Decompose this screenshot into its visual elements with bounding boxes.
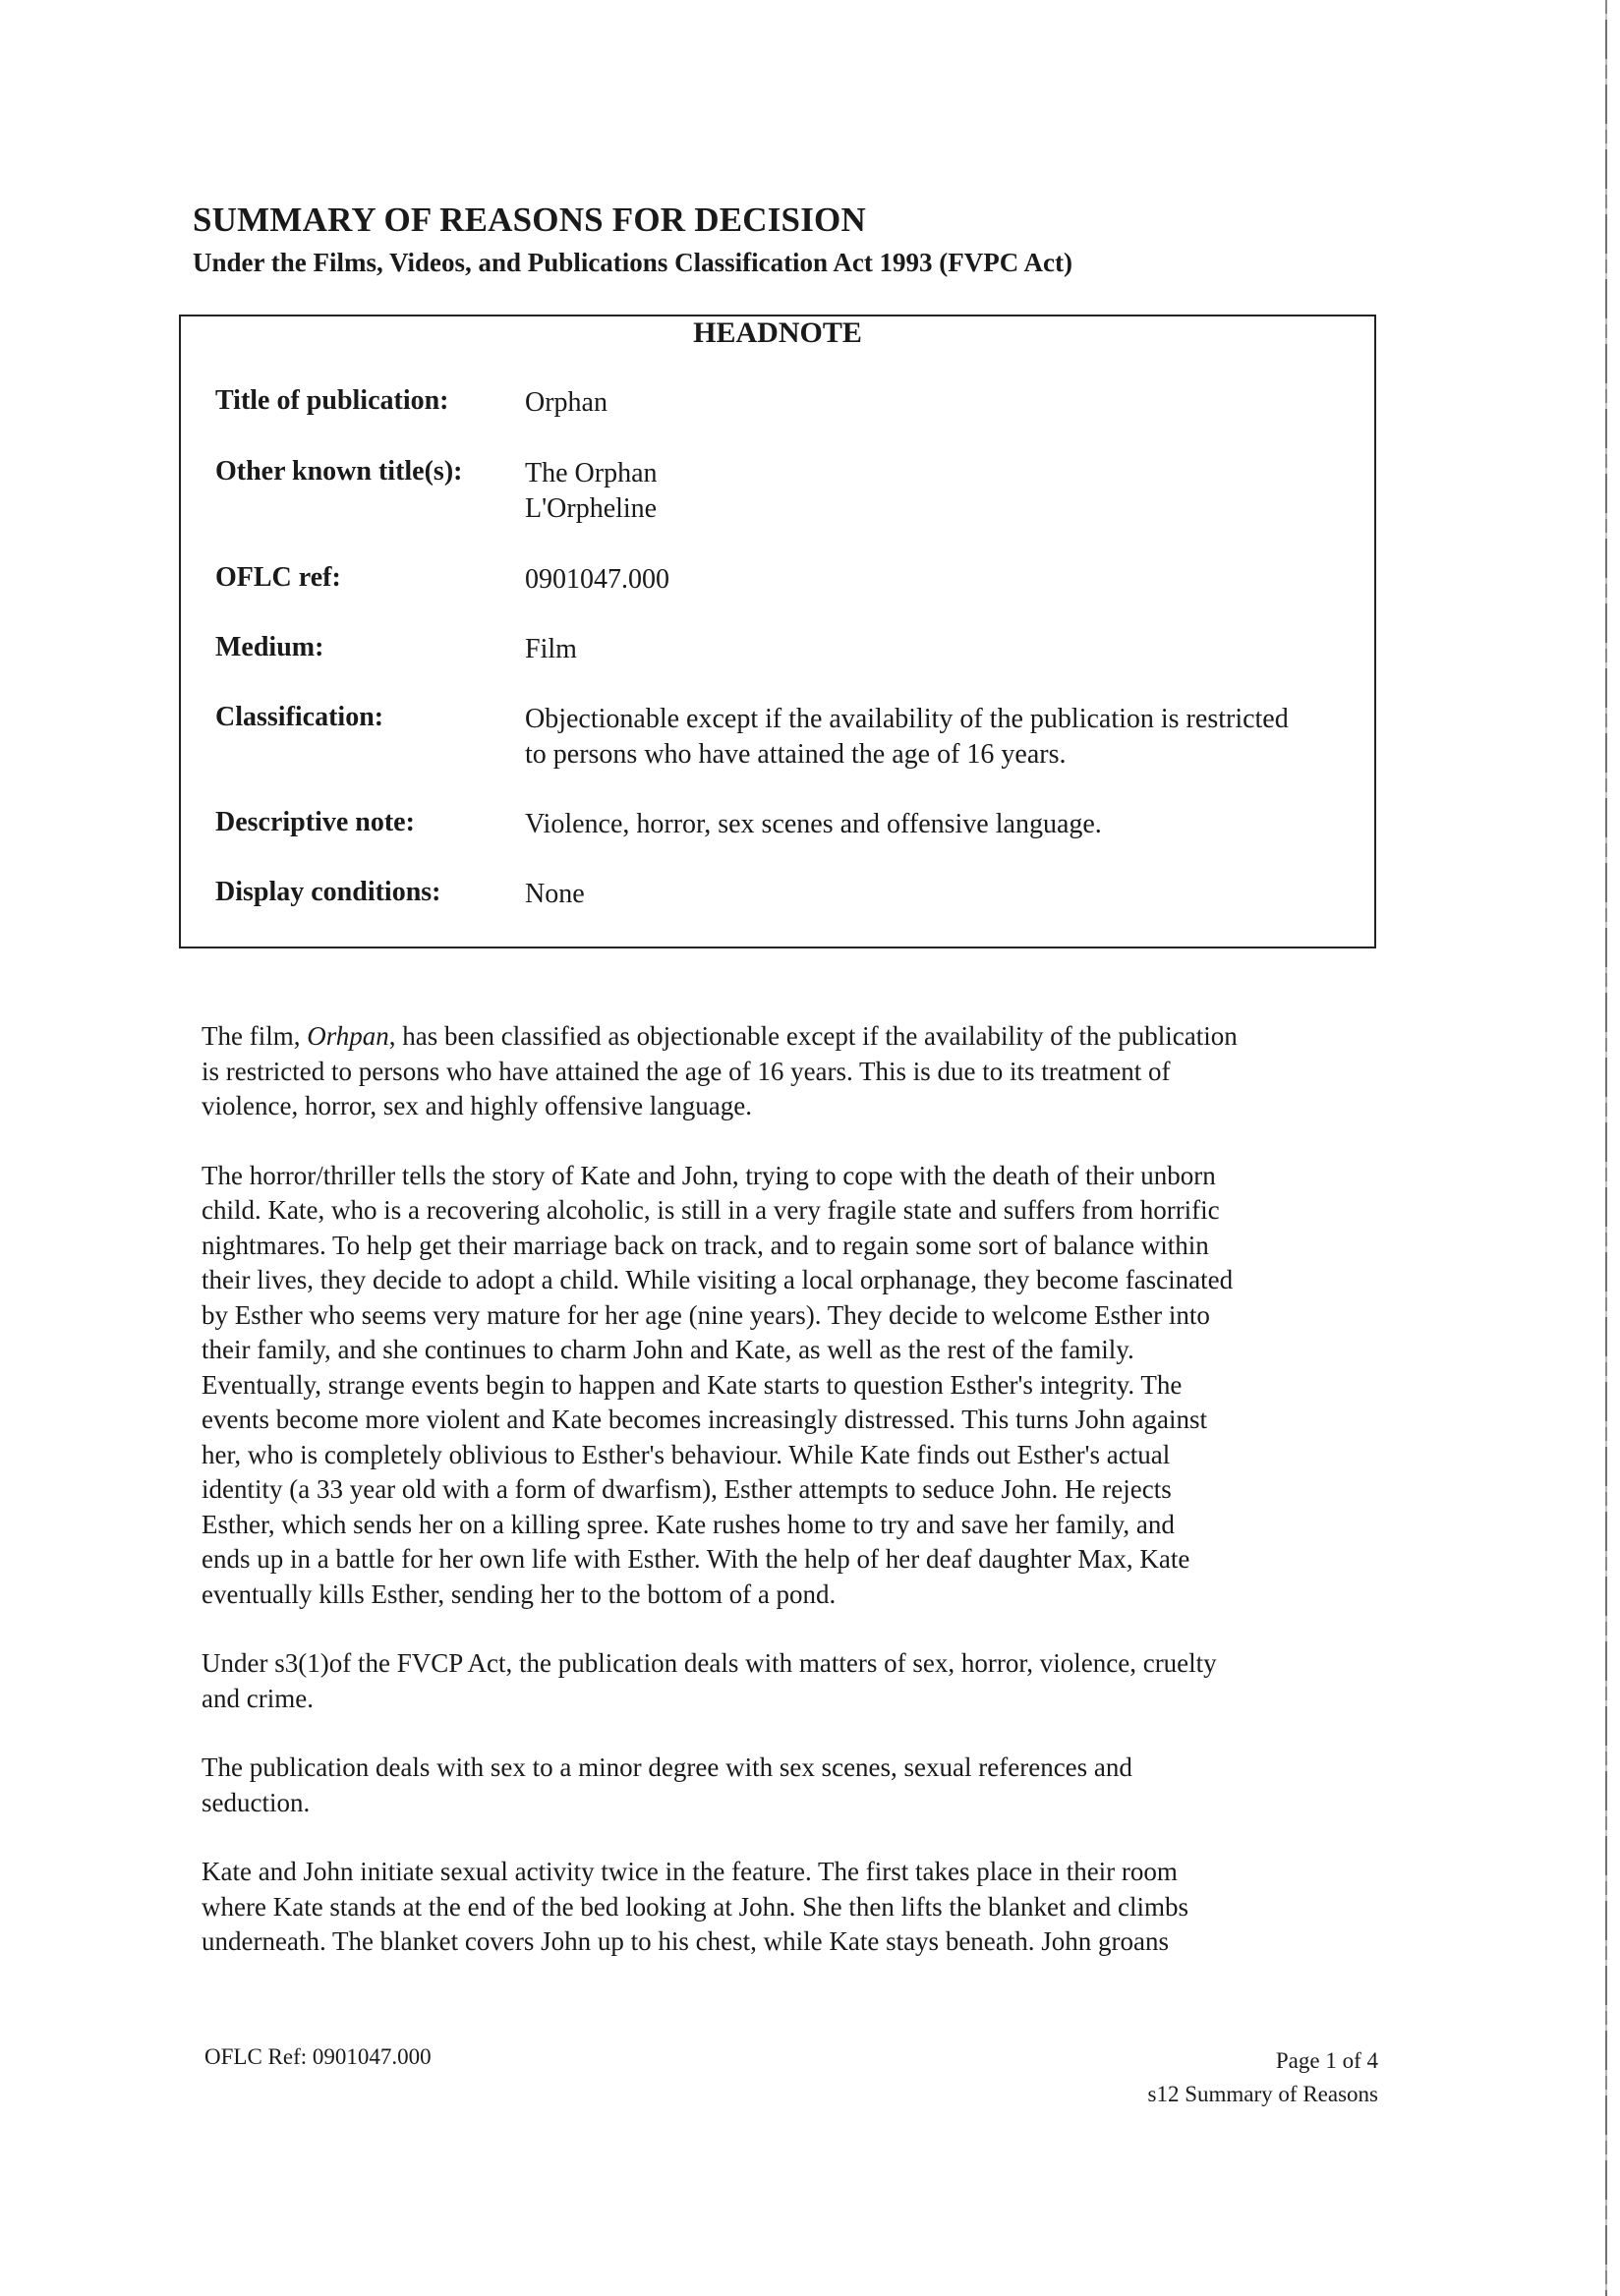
page-number: Page 1 of 4: [1275, 2048, 1378, 2073]
row-label: Descriptive note:: [215, 807, 415, 837]
row-value-line: None: [525, 879, 585, 909]
paragraph-line: her, who is completely oblivious to Esther's behaviour. While Kate finds out Esther's actual: [202, 1439, 1171, 1469]
paragraph-line: eventually kills Esther, sending her to the bottom of a pond.: [202, 1578, 837, 1609]
document-subtitle: Under the Films, Videos, and Publications Classification Act 1993 (FVPC Act): [193, 248, 1073, 277]
headnote-heading: HEADNOTE: [693, 316, 862, 349]
row-value-line: Objectionable except if the availability of the publication is restricted: [525, 704, 1289, 734]
row-value: [525, 877, 1370, 912]
footer-ref: OFLC Ref: 0901047.000: [204, 2044, 432, 2069]
headnote-box: [179, 315, 1376, 948]
row-value: [525, 562, 1370, 598]
row-label: Title of publication:: [215, 385, 449, 416]
paragraph-sexual-activity: [202, 1855, 1376, 1960]
paragraph-line: seduction.: [202, 1787, 311, 1817]
paragraph-line: violence, horror, sex and highly offensive language.: [202, 1091, 752, 1120]
row-value-line: Violence, horror, sex scenes and offensive language.: [525, 809, 1102, 839]
footer-right: [1148, 2044, 1378, 2111]
paragraph-matters: [202, 1646, 1376, 1716]
paragraph-line: where Kate stands at the end of the bed looking at John. She then lifts the blanket and climbs: [202, 1891, 1189, 1922]
row-value-line: 0901047.000: [525, 564, 669, 595]
row-value-line: to persons who have attained the age of 16 years.: [525, 739, 1067, 770]
row-value: [525, 702, 1370, 773]
paragraph-line: is restricted to persons who have attained the age of 16 years. This is due to its treatment of: [202, 1056, 1171, 1086]
row-value-line: The Orphan: [525, 458, 658, 488]
paragraph-line: The horror/thriller tells the story of Kate and John, trying to cope with the death of their unborn: [202, 1160, 1216, 1190]
row-label: Classification:: [215, 702, 384, 732]
paragraph-line: [202, 1019, 1376, 1055]
scan-edge-artifact: [1605, 0, 1607, 2296]
document-title: SUMMARY OF REASONS FOR DECISION: [193, 201, 866, 239]
row-value: [525, 632, 1370, 667]
row-value-line: L'Orpheline: [525, 493, 658, 524]
row-value: [525, 456, 1370, 527]
row-value-line: Film: [525, 634, 577, 664]
row-value: [525, 807, 1370, 842]
body-text: [202, 1019, 1376, 1994]
text-run: , has been classified as objectionable except if the availability of the publication: [388, 1021, 1238, 1051]
paragraph-intro: [202, 1019, 1376, 1124]
paragraph-line: Esther, which sends her on a killing spree. Kate rushes home to try and save her family, and: [202, 1509, 1175, 1539]
text-run: The film,: [202, 1021, 308, 1051]
paragraph-line: nightmares. To help get their marriage back on track, and to regain some sort of balance within: [202, 1230, 1209, 1260]
paragraph-line: Eventually, strange events begin to happen and Kate starts to question Esther's integrity. The: [202, 1369, 1183, 1400]
paragraph-line: and crime.: [202, 1683, 314, 1713]
paragraph-sex-degree: [202, 1751, 1376, 1820]
row-label: Other known title(s):: [215, 456, 463, 487]
paragraph-line: Under s3(1)of the FVCP Act, the publication deals with matters of sex, horror, violence, cruelty: [202, 1648, 1217, 1678]
paragraph-line: their family, and she continues to charm John and Kate, as well as the rest of the family.: [202, 1335, 1134, 1364]
paragraph-line: ends up in a battle for her own life with Esther. With the help of her deaf daughter Max, Kate: [202, 1544, 1190, 1574]
document-type: s12 Summary of Reasons: [1147, 2082, 1378, 2106]
row-label: Display conditions:: [215, 877, 441, 907]
film-title-italic: Orhpan: [307, 1021, 389, 1051]
paragraph-synopsis: [202, 1159, 1376, 1613]
paragraph-line: child. Kate, who is a recovering alcoholic, is still in a very fragile state and suffers from horrific: [202, 1195, 1220, 1225]
paragraph-line: underneath. The blanket covers John up to his chest, while Kate stays beneath. John groans: [202, 1926, 1170, 1956]
row-label: Medium:: [215, 632, 324, 662]
paragraph-line: by Esther who seems very mature for her age (nine years). They decide to welcome Esther into: [202, 1299, 1210, 1330]
row-value-line: Orphan: [525, 387, 608, 418]
paragraph-line: Kate and John initiate sexual activity twice in the feature. The first takes place in their room: [202, 1857, 1178, 1886]
paragraph-line: The publication deals with sex to a minor degree with sex scenes, sexual references and: [202, 1752, 1132, 1782]
row-label: OFLC ref:: [215, 562, 341, 593]
paragraph-line: their lives, they decide to adopt a child. While visiting a local orphanage, they become fascinated: [202, 1265, 1234, 1294]
paragraph-line: identity (a 33 year old with a form of dwarfism), Esther attempts to seduce John. He rejects: [202, 1474, 1172, 1504]
paragraph-line: events become more violent and Kate becomes increasingly distressed. This turns John against: [202, 1405, 1207, 1434]
row-value: [525, 385, 1370, 421]
